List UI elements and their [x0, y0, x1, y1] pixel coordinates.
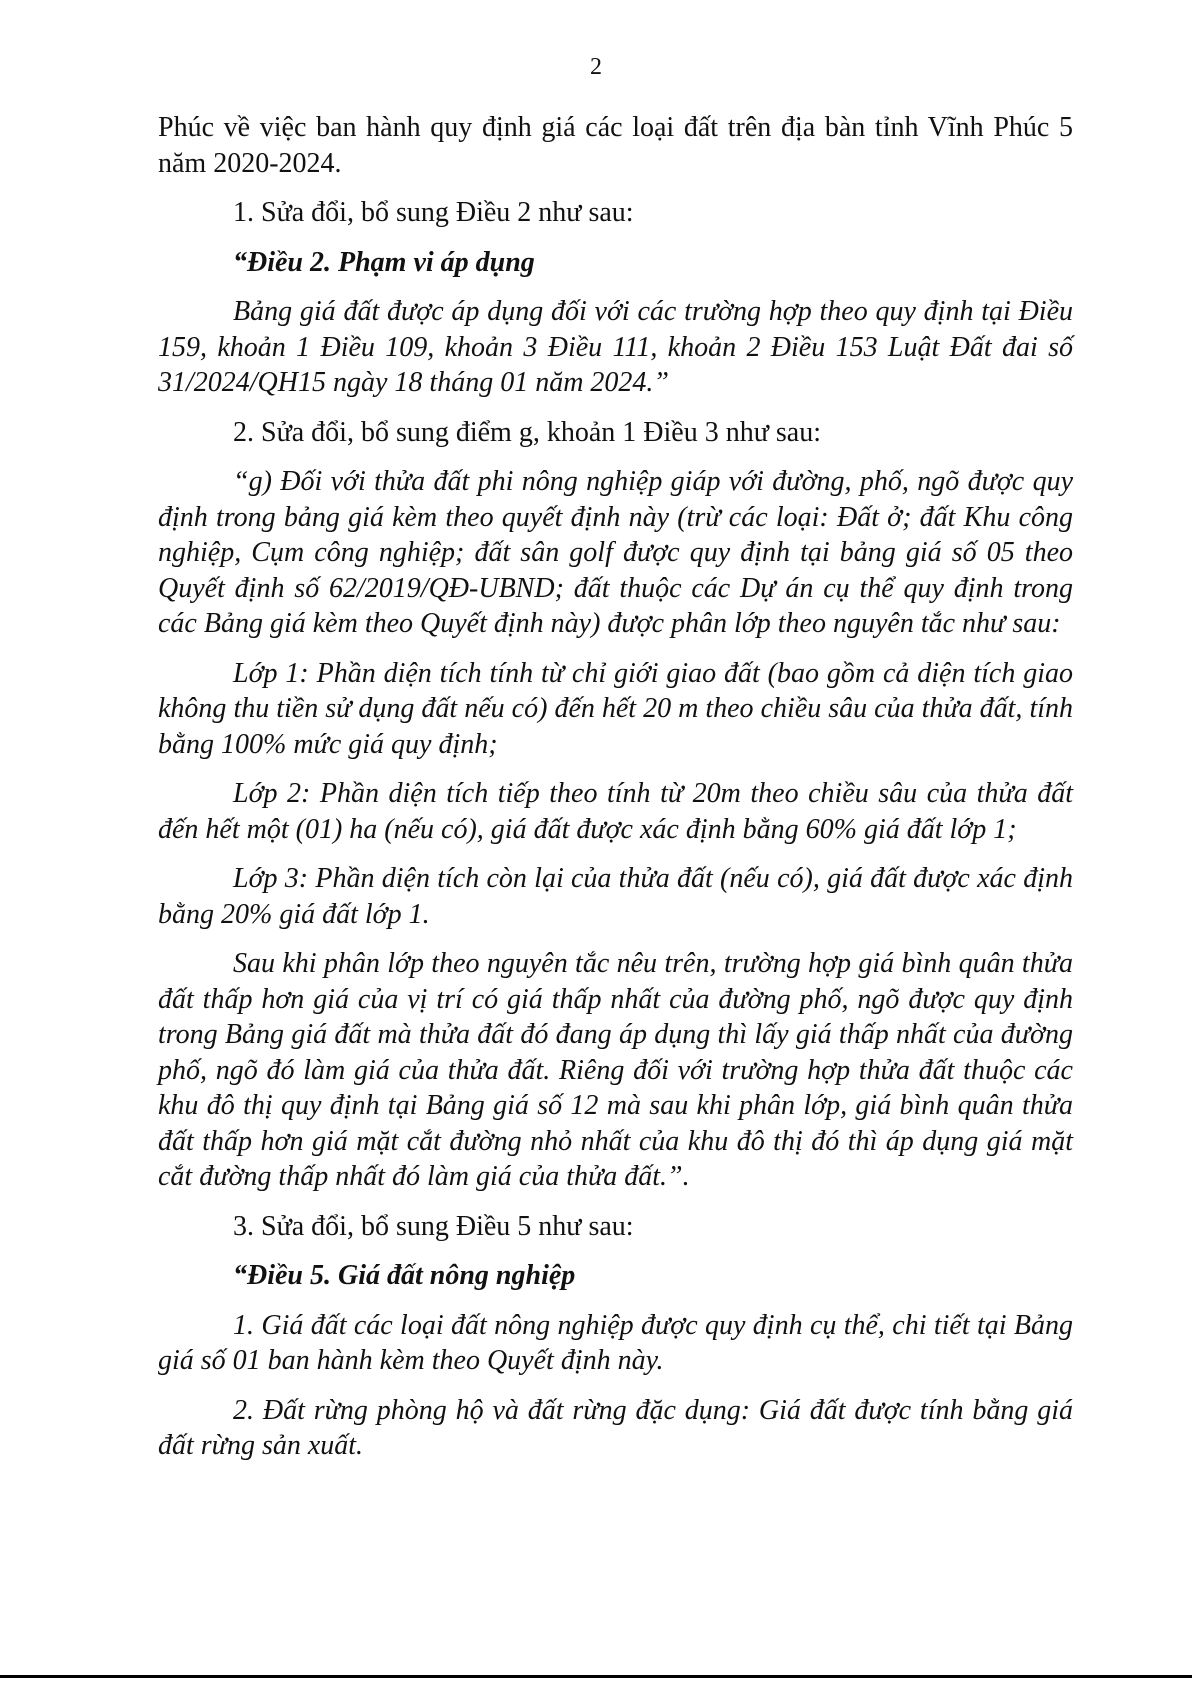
- article-2-heading: “Điều 2. Phạm vi áp dụng: [233, 246, 535, 278]
- amendment-item-2: 2. Sửa đổi, bổ sung điểm g, khoản 1 Điều 3 như sau:: [233, 416, 821, 448]
- layer-2-paragraph: Lớp 2: Phần diện tích tiếp theo tính từ 20m theo chiều sâu của thửa đất đến hết một (01) ha (nếu có), giá đất được xác định bằng 60% giá đất lớp 1;: [158, 778, 1073, 845]
- amendment-item-3: 3. Sửa đổi, bổ sung Điều 5 như sau:: [233, 1210, 634, 1242]
- layer-1-paragraph: Lớp 1: Phần diện tích tính từ chỉ giới giao đất (bao gồm cả diện tích giao không thu tiền sử dụng đất nếu có) đến hết 20 m theo chiều sâu của thửa đất, tính bằng 100% mức giá quy định;: [158, 657, 1073, 760]
- average-price-paragraph: Sau khi phân lớp theo nguyên tắc nêu trên, trường hợp giá bình quân thửa đất thấp hơn giá của vị trí có giá thấp nhất của đường phố, ngõ được quy định trong Bảng giá đất mà thửa đất đó đang áp dụng thì lấy giá thấp nhất của đường phố, ngõ đó làm giá của thửa đất. Riêng đối với trường hợp thửa đất thuộc các khu đô thị quy định tại Bảng giá số 12 mà sau khi phân lớp, giá bình quân thửa đất thấp hơn giá mặt cắt đường nhỏ nhất của khu đô thị đó thì áp dụng giá mặt cắt đường thấp nhất đó làm giá của thửa đất.”.: [158, 948, 1073, 1192]
- point-g-body: “g) Đối với thửa đất phi nông nghiệp giáp với đường, phố, ngõ được quy định trong bảng giá kèm theo quyết định này (trừ các loại: Đất ở; đất Khu công nghiệp, Cụm công nghiệp; đất sân golf được quy định tại bảng giá số 05 theo Quyết định số 62/2019/QĐ-UBND; đất thuộc các Dự án cụ thể quy định trong các Bảng giá kèm theo Quyết định này) được phân lớp theo nguyên tắc như sau:: [158, 466, 1073, 639]
- article-5-clause-2: 2. Đất rừng phòng hộ và đất rừng đặc dụng: Giá đất được tính bằng giá đất rừng sản xuất.: [158, 1394, 1073, 1461]
- article-2-body: Bảng giá đất được áp dụng đối với các trường hợp theo quy định tại Điều 159, khoản 1 Điều 109, khoản 3 Điều 111, khoản 2 Điều 153 Luật Đất đai số 31/2024/QH15 ngày 18 tháng 01 năm 2024.”: [158, 296, 1073, 398]
- document-body: [158, 110, 1073, 1478]
- amendment-item-1: 1. Sửa đổi, bổ sung Điều 2 như sau:: [233, 197, 634, 228]
- layer-3-paragraph: Lớp 3: Phần diện tích còn lại của thửa đất (nếu có), giá đất được xác định bằng 20% giá đất lớp 1.: [158, 863, 1073, 930]
- paragraph-intro-continuation: Phúc về việc ban hành quy định giá các loại đất trên địa bàn tỉnh Vĩnh Phúc 5 năm 2020-2024.: [158, 112, 1073, 179]
- page-number: 2: [590, 54, 602, 80]
- article-5-clause-1: 1. Giá đất các loại đất nông nghiệp được quy định cụ thể, chi tiết tại Bảng giá số 01 ban hành kèm theo Quyết định này.: [158, 1309, 1073, 1376]
- bottom-edge-line: [0, 1675, 1192, 1678]
- article-5-heading: “Điều 5. Giá đất nông nghiệp: [233, 1260, 576, 1291]
